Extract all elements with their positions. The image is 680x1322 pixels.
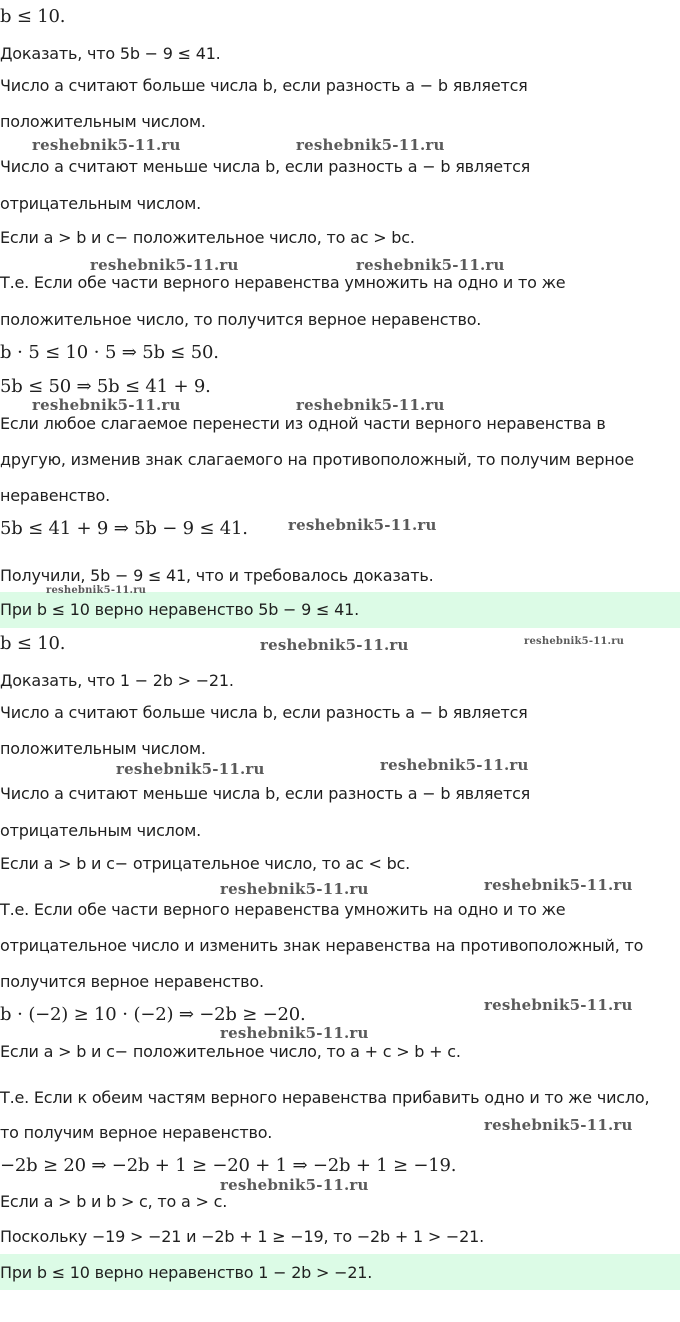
watermark: reshebnik5-11.ru — [296, 396, 445, 414]
watermark: reshebnik5-11.ru — [260, 636, 409, 654]
conclusion-2: При b ≤ 10 верно неравенство 1 − 2b > −21. — [0, 1263, 373, 1282]
given-condition-2: b ≤ 10. — [0, 633, 66, 654]
watermark: reshebnik5-11.ru — [484, 996, 633, 1014]
watermark: reshebnik5-11.ru — [90, 256, 239, 274]
calculation-step-5: −2b ≥ 20 ⇒ −2b + 1 ≥ −20 + 1 ⇒ −2b + 1 ≥ −19. — [0, 1155, 457, 1176]
comparison-step: Поскольку −19 > −21 и −2b + 1 ≥ −19, то −2b + 1 > −21. — [0, 1227, 484, 1246]
watermark: reshebnik5-11.ru — [484, 1116, 633, 1134]
property-explanation-2: Т.е. Если обе части верного неравенства умножить на одно и то же — [0, 900, 566, 919]
watermark: reshebnik5-11.ru — [116, 760, 265, 778]
definition-greater-2-cont: положительным числом. — [0, 739, 206, 758]
calculation-step-4: b ⋅ (−2) ≥ 10 ⋅ (−2) ⇒ −2b ≥ −20. — [0, 1004, 306, 1025]
watermark: reshebnik5-11.ru — [380, 756, 529, 774]
watermark: reshebnik5-11.ru — [296, 136, 445, 154]
task-statement-1: Доказать, что 5b − 9 ≤ 41. — [0, 44, 221, 63]
transfer-rule: Если любое слагаемое перенести из одной части верного неравенства в — [0, 414, 606, 433]
definition-greater-2: Число a считают больше числа b, если разность a − b является — [0, 703, 528, 722]
property-explanation-2-cont-2: получится верное неравенство. — [0, 972, 264, 991]
property-multiply-positive: Если a > b и c− положительное число, то ac > bc. — [0, 228, 415, 247]
transfer-rule-cont-2: неравенство. — [0, 486, 111, 505]
watermark: reshebnik5-11.ru — [220, 1024, 369, 1042]
addition-explanation: Т.е. Если к обеим частям верного неравенства прибавить одно и то же число, — [0, 1088, 650, 1107]
property-explanation-1: Т.е. Если обе части верного неравенства умножить на одно и то же — [0, 273, 566, 292]
task-statement-2: Доказать, что 1 − 2b > −21. — [0, 671, 234, 690]
addition-explanation-cont: то получим верное неравенство. — [0, 1123, 273, 1142]
watermark: reshebnik5-11.ru — [220, 1176, 369, 1194]
property-explanation-1-cont: положительное число, то получится верное неравенство. — [0, 310, 482, 329]
definition-greater-1-cont: положительным числом. — [0, 112, 206, 131]
watermark: reshebnik5-11.ru — [484, 876, 633, 894]
definition-less-2-cont: отрицательным числом. — [0, 821, 202, 840]
watermark: reshebnik5-11.ru — [46, 585, 147, 596]
definition-less-2: Число a считают меньше числа b, если разность a − b является — [0, 784, 531, 803]
watermark: reshebnik5-11.ru — [220, 880, 369, 898]
watermark: reshebnik5-11.ru — [32, 136, 181, 154]
transitivity-property: Если a > b и b > c, то a > c. — [0, 1192, 228, 1211]
conclusion-1: При b ≤ 10 верно неравенство 5b − 9 ≤ 41. — [0, 600, 359, 619]
definition-less-1-cont: отрицательным числом. — [0, 194, 202, 213]
property-explanation-2-cont: отрицательное число и изменить знак неравенства на противоположный, то — [0, 936, 644, 955]
definition-less-1: Число a считают меньше числа b, если разность a − b является — [0, 157, 531, 176]
property-addition: Если a > b и c− положительное число, то a + c > b + c. — [0, 1042, 461, 1061]
transfer-rule-cont: другую, изменив знак слагаемого на противоположный, то получим верное — [0, 450, 634, 469]
calculation-step-1: b ⋅ 5 ≤ 10 ⋅ 5 ⇒ 5b ≤ 50. — [0, 342, 219, 363]
property-multiply-negative: Если a > b и c− отрицательное число, то ac < bc. — [0, 854, 411, 873]
watermark: reshebnik5-11.ru — [524, 636, 625, 647]
calculation-step-2: 5b ≤ 50 ⇒ 5b ≤ 41 + 9. — [0, 376, 211, 397]
definition-greater-1: Число a считают больше числа b, если разность a − b является — [0, 76, 528, 95]
watermark: reshebnik5-11.ru — [32, 396, 181, 414]
given-condition-1: b ≤ 10. — [0, 6, 66, 27]
result-statement-1: Получили, 5b − 9 ≤ 41, что и требовалось доказать. — [0, 566, 434, 585]
watermark: reshebnik5-11.ru — [288, 516, 437, 534]
watermark: reshebnik5-11.ru — [356, 256, 505, 274]
calculation-step-3: 5b ≤ 41 + 9 ⇒ 5b − 9 ≤ 41. — [0, 518, 248, 539]
